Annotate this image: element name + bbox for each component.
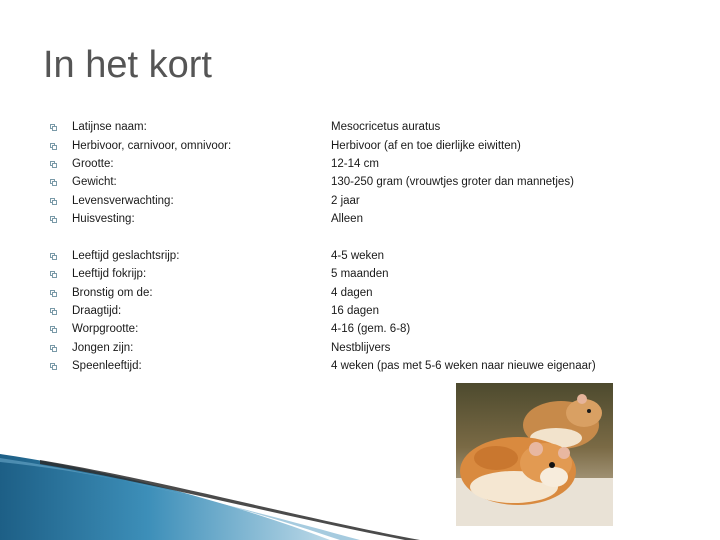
- bullet-icon: [50, 326, 56, 332]
- list-item: [0, 320, 720, 338]
- bullet-icon: [50, 345, 56, 351]
- bullet-icon: [50, 198, 56, 204]
- fact-label: Leeftijd fokrijp:: [72, 268, 147, 280]
- fact-value: Nestblijvers: [331, 342, 391, 354]
- list-item: [0, 339, 720, 357]
- list-item: [0, 173, 720, 191]
- list-item: [0, 265, 720, 283]
- list-item: [0, 155, 720, 173]
- fact-value: 2 jaar: [331, 195, 360, 207]
- page-title: In het kort: [43, 44, 212, 86]
- bullet-icon: [50, 253, 56, 259]
- list-item: [0, 137, 720, 155]
- bullet-icon: [50, 161, 56, 167]
- fact-value: 12-14 cm: [331, 158, 379, 170]
- fact-value: Mesocricetus auratus: [331, 121, 441, 133]
- decorative-swoosh: [0, 440, 720, 540]
- fact-label: Leeftijd geslachtsrijp:: [72, 250, 180, 262]
- list-item: [0, 284, 720, 302]
- fact-label: Speenleeftijd:: [72, 360, 142, 372]
- fact-label: Jongen zijn:: [72, 342, 134, 354]
- fact-label: Herbivoor, carnivoor, omnivoor:: [72, 140, 232, 152]
- fact-label: Levensverwachting:: [72, 195, 174, 207]
- list-item: [0, 192, 720, 210]
- bullet-icon: [50, 363, 56, 369]
- bullet-icon: [50, 179, 56, 185]
- fact-value: 4-16 (gem. 6-8): [331, 323, 411, 335]
- fact-label: Draagtijd:: [72, 305, 122, 317]
- fact-label: Gewicht:: [72, 176, 117, 188]
- fact-value: 5 maanden: [331, 268, 389, 280]
- fact-value: 16 dagen: [331, 305, 379, 317]
- fact-label: Bronstig om de:: [72, 287, 153, 299]
- list-item: [0, 302, 720, 320]
- fact-value: 4-5 weken: [331, 250, 385, 262]
- bullet-icon: [50, 143, 56, 149]
- fact-label: Huisvesting:: [72, 213, 135, 225]
- bullet-icon: [50, 308, 56, 314]
- fact-value: 4 dagen: [331, 287, 373, 299]
- bullet-icon: [50, 290, 56, 296]
- fact-value: 130-250 gram (vrouwtjes groter dan mannetjes): [331, 176, 574, 188]
- fact-label: Latijnse naam:: [72, 121, 147, 133]
- bullet-icon: [50, 124, 56, 130]
- bullet-icon: [50, 271, 56, 277]
- list-item: [0, 357, 720, 375]
- fact-value: 4 weken (pas met 5-6 weken naar nieuwe eigenaar): [331, 360, 596, 372]
- fact-value: Herbivoor (af en toe dierlijke eiwitten): [331, 140, 521, 152]
- fact-label: Worpgrootte:: [72, 323, 139, 335]
- fact-label: Grootte:: [72, 158, 114, 170]
- list-item: [0, 118, 720, 136]
- list-item: [0, 247, 720, 265]
- fact-value: Alleen: [331, 213, 363, 225]
- list-item: [0, 210, 720, 228]
- bullet-icon: [50, 216, 56, 222]
